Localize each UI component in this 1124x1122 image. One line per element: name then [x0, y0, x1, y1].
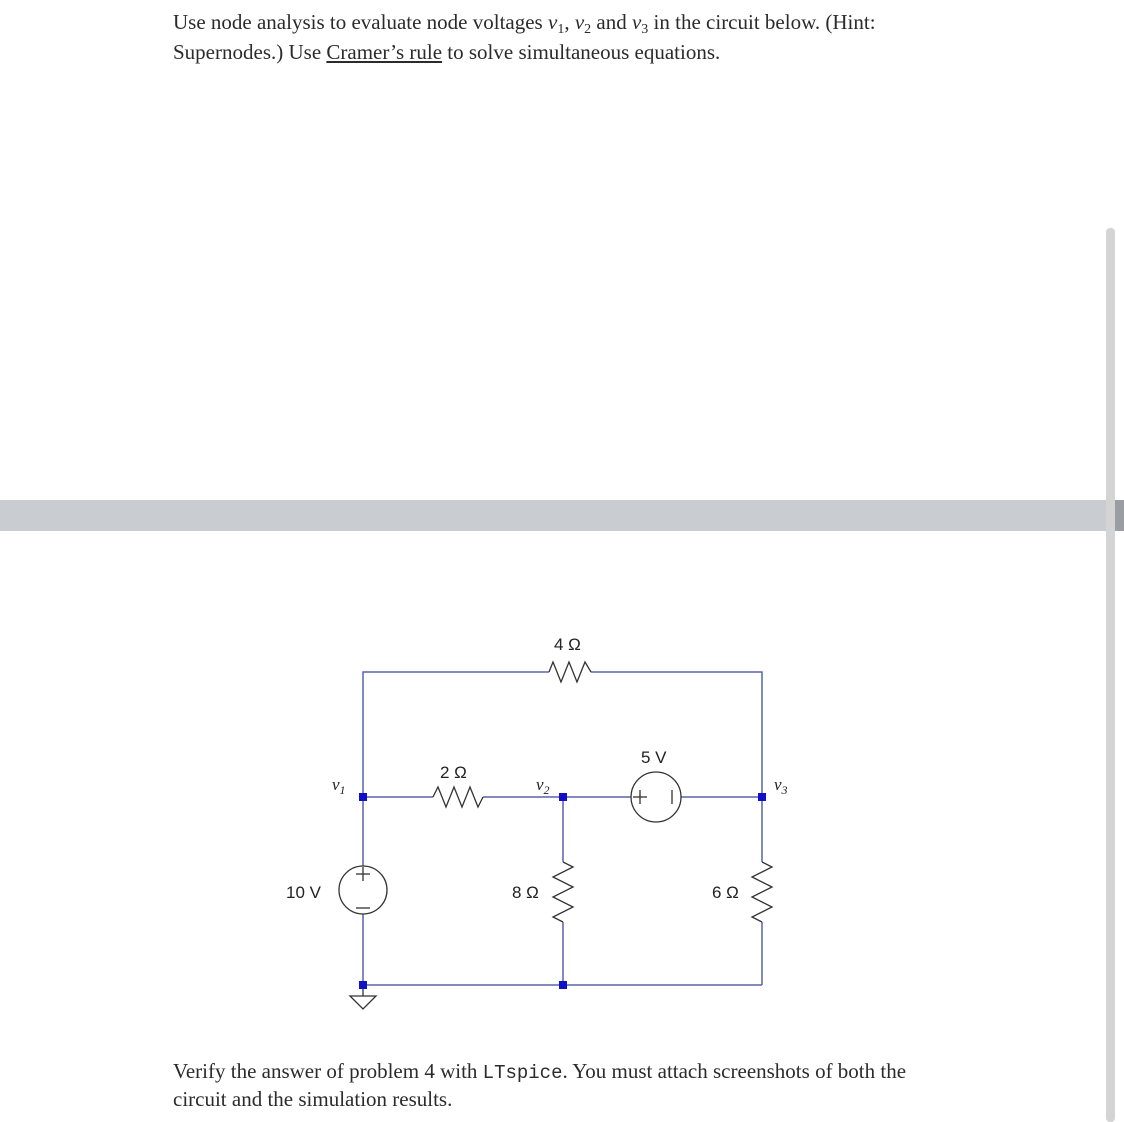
node-dot-v1 — [359, 793, 367, 801]
node-dot-v3 — [758, 793, 766, 801]
node-dot-v2 — [559, 793, 567, 801]
wire-top-right — [591, 672, 762, 797]
label-10v: 10 V — [286, 883, 321, 902]
cramers-rule-link[interactable]: Cramer’s rule — [326, 40, 443, 64]
label-4-ohm: 4 Ω — [554, 635, 581, 654]
label-6-ohm: 6 Ω — [712, 883, 739, 902]
node-label-v1: $v_1$ — [332, 775, 346, 797]
label-8-ohm: 8 Ω — [512, 883, 539, 902]
voltage-source-5v — [631, 772, 681, 822]
voltage-source-10v — [339, 866, 387, 914]
node-dot-bottom — [559, 981, 567, 989]
node-dot-ground — [359, 981, 367, 989]
resistor-2-ohm — [433, 787, 483, 807]
resistor-4-ohm — [549, 662, 591, 682]
circuit-wires — [363, 672, 762, 985]
problem-statement: Use node analysis to evaluate node voltages v1, v2 and v3 in the circuit below. (Hint: Supernodes.) Use Cramer’s rule to solve simultaneous equations. — [173, 10, 876, 64]
resistor-6-ohm — [752, 862, 772, 922]
node-label-v3: $v_3$ — [774, 775, 788, 797]
resistor-8-ohm — [553, 862, 573, 922]
label-2-ohm: 2 Ω — [440, 763, 467, 782]
label-5v: 5 V — [641, 748, 667, 767]
ltspice-name: LTspice — [482, 1062, 563, 1084]
verify-instructions: Verify the answer of problem 4 with LTspice. You must attach screenshots of both the circuit and the simulation results. — [173, 1059, 907, 1111]
node-label-v2: $v_2$ — [536, 775, 550, 797]
